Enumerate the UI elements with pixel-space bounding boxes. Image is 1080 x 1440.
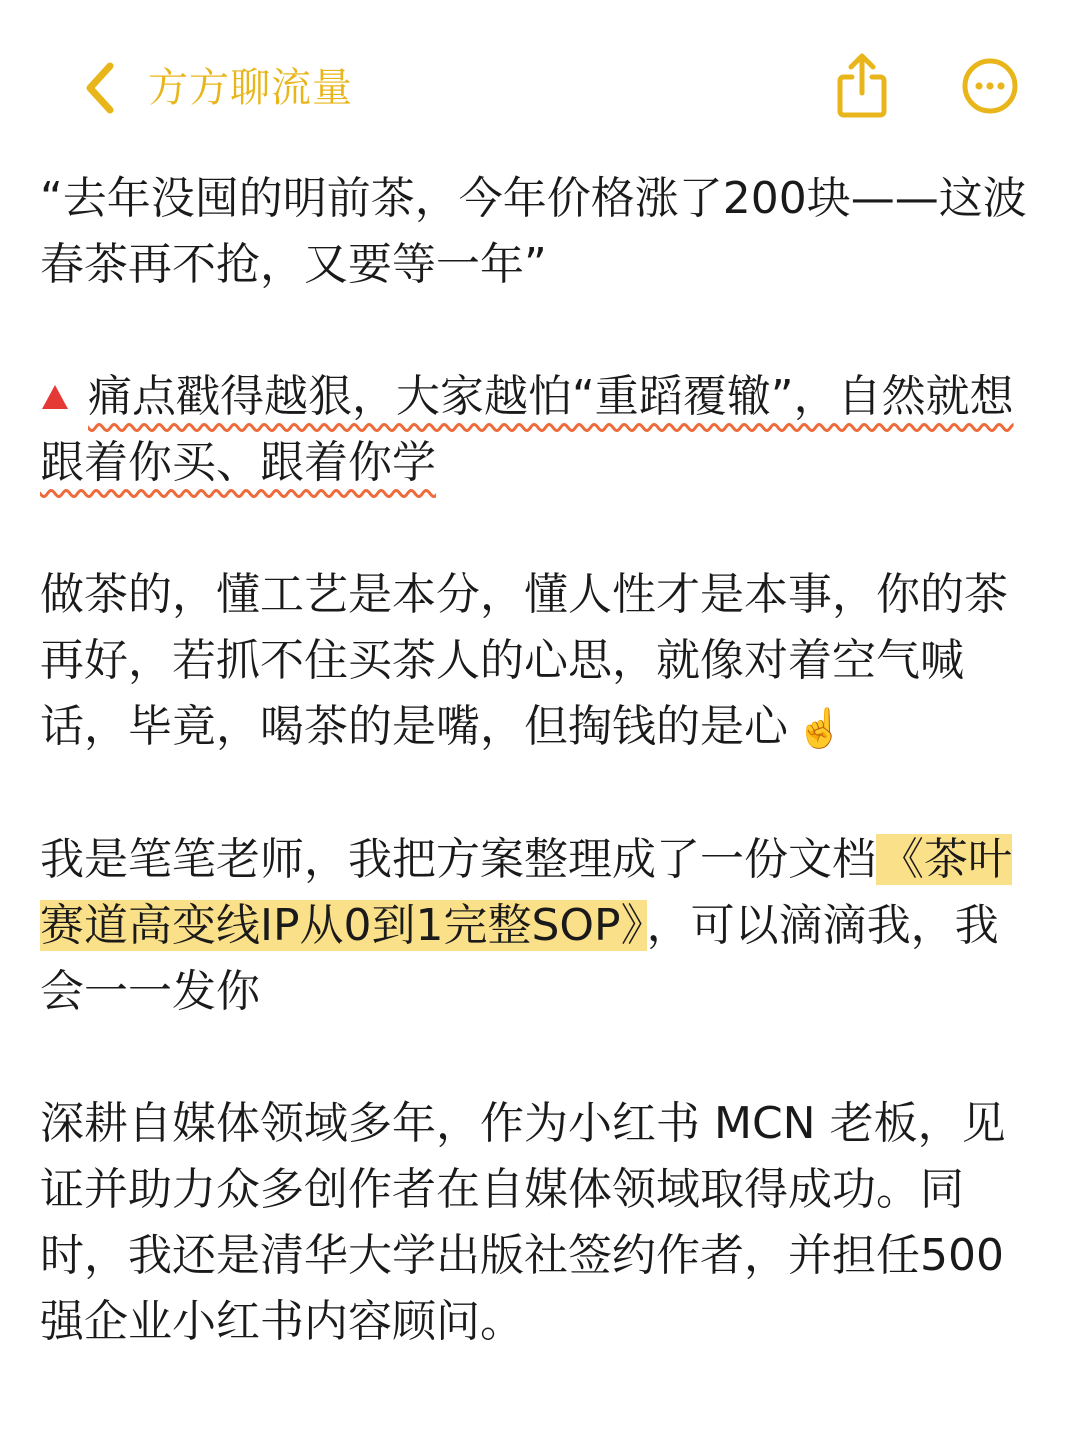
pain-point-paragraph [40, 364, 1040, 496]
insight-paragraph [40, 562, 1040, 761]
document-title-highlight: 《茶叶赛道高变线IP从0到1完整SOP》 [40, 834, 1012, 951]
more-button[interactable] [958, 54, 1022, 118]
spacer [40, 496, 1040, 562]
bio-paragraph: 深耕自媒体领域多年，作为小红书 MCN 老板，见证并助力众多创作者在自媒体领域取得成功。同时，我还是清华大学出版社签约作者，并担任500强企业小红书内容顾问。 [40, 1098, 1006, 1347]
spacer [40, 298, 1040, 364]
back-button[interactable] [70, 58, 130, 118]
spacer [40, 761, 1040, 827]
post-content [40, 166, 1040, 1355]
offer-paragraph [40, 827, 1040, 1025]
offer-text-before: 我是笔笔老师，我把方案整理成了一份文档 [40, 834, 876, 885]
chevron-left-icon [80, 60, 120, 116]
insight-text: 做茶的，懂工艺是本分，懂人性才是本事，你的茶再好，若抓不住买茶人的心思，就像对着空气喊话，毕竟，喝茶的是嘴，但掏钱的是心 [40, 569, 1008, 752]
warning-triangle-icon [40, 375, 70, 415]
page-title: 方方聊流量 [148, 65, 353, 111]
more-dots-icon [960, 56, 1020, 116]
share-icon [834, 51, 890, 119]
nav-bar [0, 0, 1080, 170]
spacer [40, 1025, 1040, 1091]
pain-point-text: 痛点戳得越狠，大家越怕“重蹈覆辙”，自然就想跟着你买、跟着你学 [40, 371, 1014, 488]
quote-paragraph: “去年没囤的明前茶，今年价格涨了200块——这波春茶再不抢，又要等一年” [40, 173, 1027, 290]
share-button[interactable] [830, 50, 894, 120]
pointing-up-emoji: ☝️ [796, 706, 844, 750]
offer-text-after: ，可以滴滴我，我会一一发你 [40, 900, 999, 1017]
